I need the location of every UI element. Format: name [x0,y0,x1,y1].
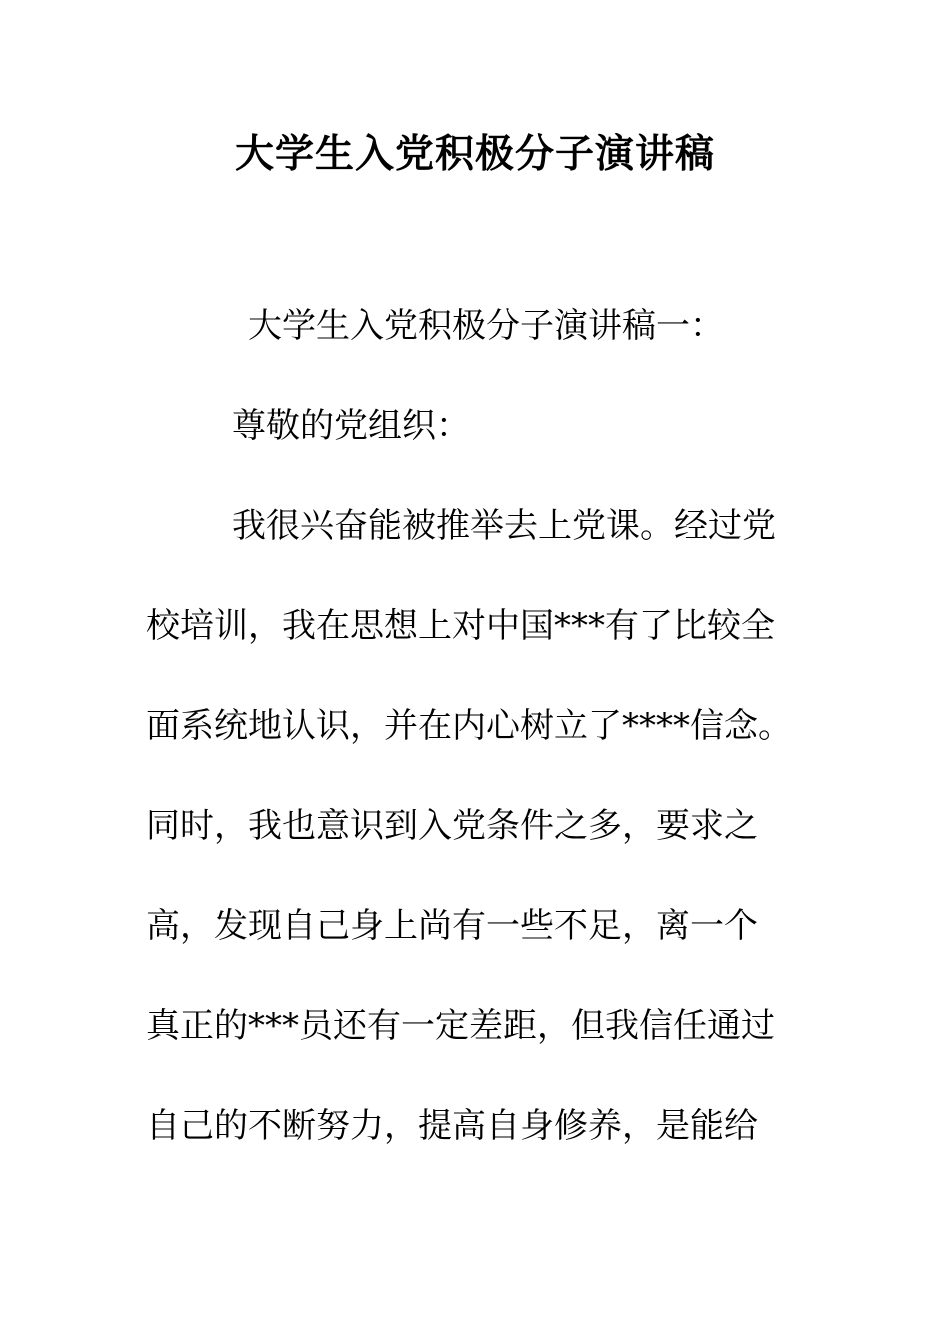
document-title: 大学生入党积极分子演讲稿 [234,131,715,177]
paragraph-line-2: 校培训，我在思想上对中国***有了比较全 [146,606,775,646]
section-heading: 大学生入党积极分子演讲稿一： [248,306,724,346]
salutation: 尊敬的党组织： [232,406,470,446]
paragraph-line-6: 真正的***员还有一定差距，但我信任通过 [146,1006,775,1046]
paragraph-line-3: 面系统地认识，并在内心树立了****信念。 [146,706,792,746]
paragraph-line-1: 我很兴奋能被推举去上党课。经过党 [232,506,776,546]
paragraph-line-7: 自己的不断努力，提高自身修养，是能给 [146,1106,758,1146]
paragraph-line-4: 同时，我也意识到入党条件之多，要求之 [146,806,758,846]
paragraph-line-5: 高，发现自己身上尚有一些不足，离一个 [146,906,758,946]
